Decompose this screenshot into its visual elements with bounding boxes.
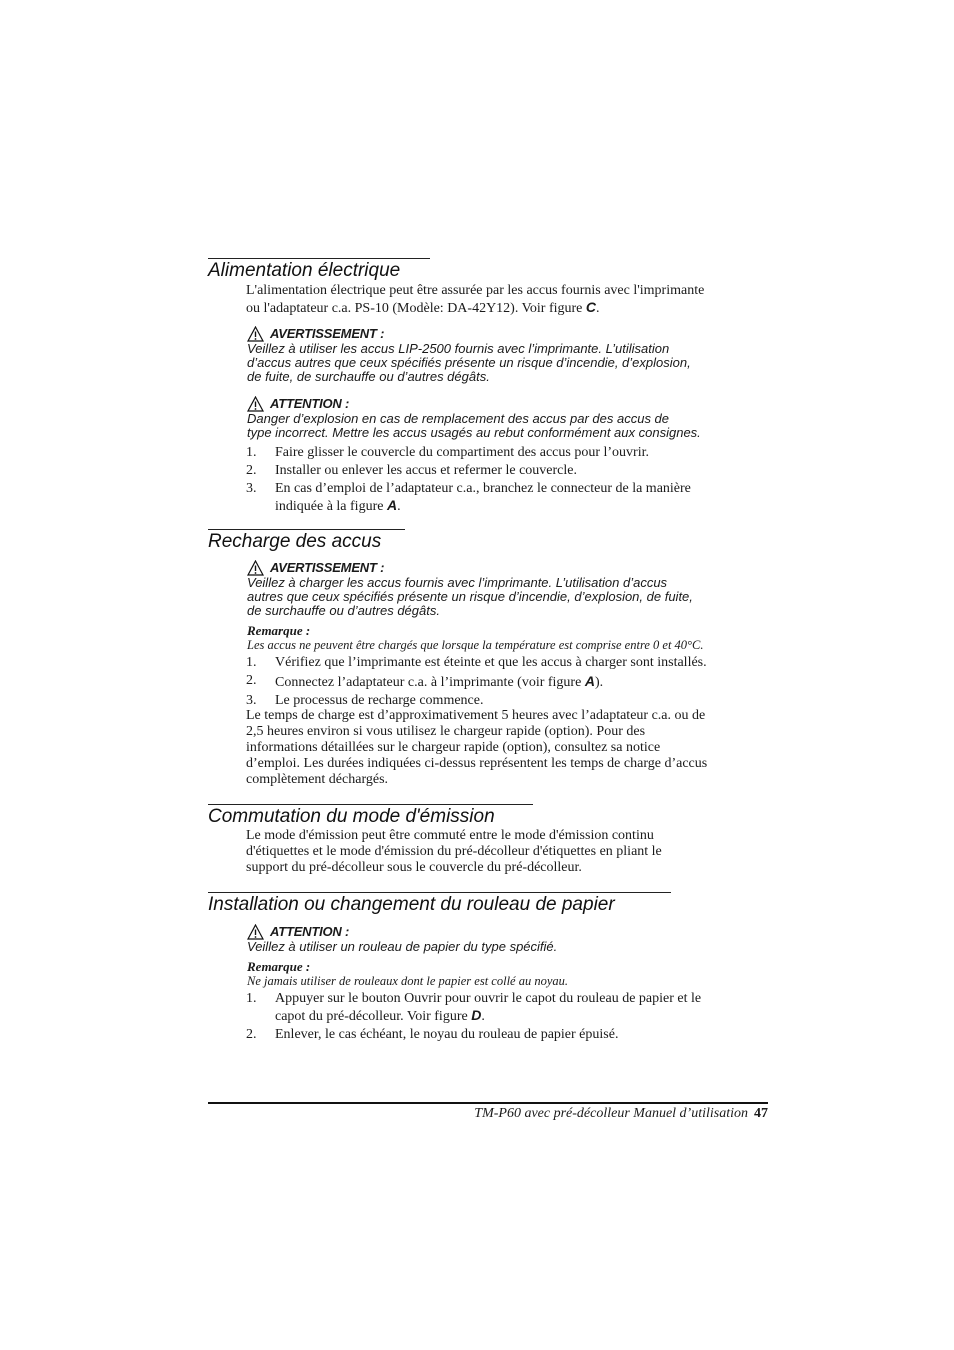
list-item	[246, 655, 771, 671]
step-text-part: Connectez l’adaptateur c.a. à l’imprimante (voir figure	[275, 675, 585, 690]
step-number: 2.	[246, 673, 257, 688]
figure-ref-a: A	[386, 497, 398, 513]
paragraph-line: d’emploi. Les durées indiquées ci-dessus représentent les temps de charge d’accus	[246, 756, 708, 771]
steps-list-2	[246, 655, 771, 711]
step-text-line: Appuyer sur le bouton Ouvrir pour ouvrir le capot du rouleau de papier et le	[275, 991, 702, 1006]
list-item	[246, 693, 771, 709]
charge-time-paragraph	[246, 708, 771, 788]
list-item	[246, 463, 771, 479]
attention-line: type incorrect. Mettre les accus usagés au rebut conformément aux consignes.	[247, 425, 701, 440]
remark-block-2	[247, 960, 772, 988]
list-item	[246, 673, 771, 691]
figure-ref-c: C	[585, 299, 597, 315]
remark-text: Ne jamais utiliser de rouleaux dont le papier est collé au noyau.	[247, 974, 569, 988]
remark-label: Remarque :	[247, 959, 311, 974]
warning-line: Veillez à utiliser les accus LIP-2500 fournis avec l’imprimante. L’utilisation	[247, 341, 670, 356]
step-text: Vérifiez que l’imprimante est éteinte et que les accus à charger sont installés.	[275, 655, 707, 670]
intro-text: ou l'adaptateur c.a. PS-10 (Modèle: DA-42Y12). Voir figure	[246, 301, 586, 316]
step-text-line: capot du pré-décolleur. Voir figure	[275, 1009, 472, 1024]
attention-line: Danger d’explosion en cas de remplacement des accus par des accus de	[247, 411, 670, 426]
warning-triangle-icon	[247, 924, 264, 940]
warning-line: de fuite, de surchauffe ou d’autres dégâts.	[247, 369, 490, 384]
paragraph-line: d'étiquettes et le mode d'émission du pré-décolleur d'étiquettes en pliant le	[246, 844, 662, 859]
section-heading-installation: Installation ou changement du rouleau de papier	[208, 892, 671, 916]
commutation-paragraph	[246, 828, 771, 876]
paragraph-line: Le mode d'émission peut être commuté entre le mode d'émission continu	[246, 828, 654, 843]
warning-block-1	[247, 326, 772, 384]
remark-text: Les accus ne peuvent être chargés que lorsque la température est comprise entre 0 et 40°C.	[247, 638, 704, 652]
step-number: 1.	[246, 991, 257, 1006]
list-item	[246, 991, 771, 1025]
step-number: 3.	[246, 693, 257, 708]
step-text-part: ).	[594, 675, 604, 690]
page-number: 47	[754, 1106, 768, 1121]
section-heading-alimentation: Alimentation électrique	[208, 258, 430, 282]
attention-line: Veillez à utiliser un rouleau de papier du type spécifié.	[247, 939, 558, 954]
attention-block-2	[247, 924, 772, 954]
warning-line: autres que ceux spécifiés présente un risque d’incendie, d’explosion, de fuite,	[247, 589, 693, 604]
step-text: Le processus de recharge commence.	[275, 693, 484, 708]
list-item	[246, 445, 771, 461]
step-number: 1.	[246, 445, 257, 460]
intro-line: ou l'adaptateur c.a. PS-10 (Modèle: DA-42Y12). Voir figure C.	[246, 299, 600, 316]
step-text: Enlever, le cas échéant, le noyau du rouleau de papier épuisé.	[275, 1027, 619, 1042]
warning-line: Veillez à charger les accus fournis avec l’imprimante. L’utilisation d’accus	[247, 575, 668, 590]
list-item	[246, 1027, 771, 1043]
paragraph-line: 2,5 heures environ si vous utilisez le chargeur rapide (option). Pour des	[246, 724, 646, 739]
step-text: Faire glisser le couvercle du compartiment des accus pour l’ouvrir.	[275, 445, 649, 460]
warning-triangle-icon	[247, 326, 264, 342]
step-number: 1.	[246, 655, 257, 670]
warning-block-2	[247, 560, 772, 618]
warning-label: AVERTISSEMENT :	[270, 560, 385, 575]
attention-label: ATTENTION :	[270, 924, 350, 939]
footer-rule	[208, 1102, 768, 1104]
remark-block-1	[247, 624, 772, 652]
step-text	[275, 673, 603, 691]
figure-ref-a: A	[584, 673, 595, 689]
steps-list-4	[246, 991, 771, 1045]
footer-title: TM-P60 avec pré-décolleur Manuel d’utilisation	[474, 1106, 748, 1121]
paragraph-line: informations détaillées sur le chargeur rapide (option), consultez sa notice	[246, 740, 661, 755]
step-text-line: indiquée à la figure	[275, 499, 387, 514]
intro-line: L'alimentation électrique peut être assurée par les accus fournis avec l'imprimante	[246, 283, 705, 298]
remark-label: Remarque :	[247, 623, 311, 638]
section-heading-commutation: Commutation du mode d'émission	[208, 804, 533, 828]
warning-line: de surchauffe ou d’autres dégâts.	[247, 603, 440, 618]
figure-ref-d: D	[471, 1007, 482, 1023]
paragraph-line: complètement déchargés.	[246, 772, 389, 787]
section-heading-recharge: Recharge des accus	[208, 529, 405, 553]
step-text-line: En cas d’emploi de l’adaptateur c.a., branchez le connecteur de la manière	[275, 481, 691, 496]
step-text: Installer ou enlever les accus et refermer le couvercle.	[275, 463, 577, 478]
warning-label: AVERTISSEMENT :	[270, 326, 385, 341]
attention-label: ATTENTION :	[270, 396, 350, 411]
intro-paragraph	[246, 283, 771, 317]
step-number: 2.	[246, 463, 257, 478]
warning-triangle-icon	[247, 560, 264, 576]
page-footer	[474, 1105, 768, 1123]
steps-list-1	[246, 445, 771, 517]
list-item	[246, 481, 771, 515]
step-number: 3.	[246, 481, 257, 496]
step-number: 2.	[246, 1027, 257, 1042]
paragraph-line: Le temps de charge est d’approximativement 5 heures avec l’adaptateur c.a. ou de	[246, 708, 706, 723]
attention-block-1	[247, 396, 772, 440]
warning-line: d’accus autres que ceux spécifiés présente un risque d’incendie, d’explosion,	[247, 355, 691, 370]
step-text: Appuyer sur le bouton Ouvrir pour ouvrir le capot du rouleau de papier et le capot du pré-décolleur. Voir figure D.	[275, 991, 702, 1024]
step-text: En cas d’emploi de l’adaptateur c.a., branchez le connecteur de la manière indiquée à la figure A.	[275, 481, 691, 514]
paragraph-line: support du pré-décolleur sous le couvercle du pré-décolleur.	[246, 860, 582, 875]
warning-triangle-icon	[247, 396, 264, 412]
